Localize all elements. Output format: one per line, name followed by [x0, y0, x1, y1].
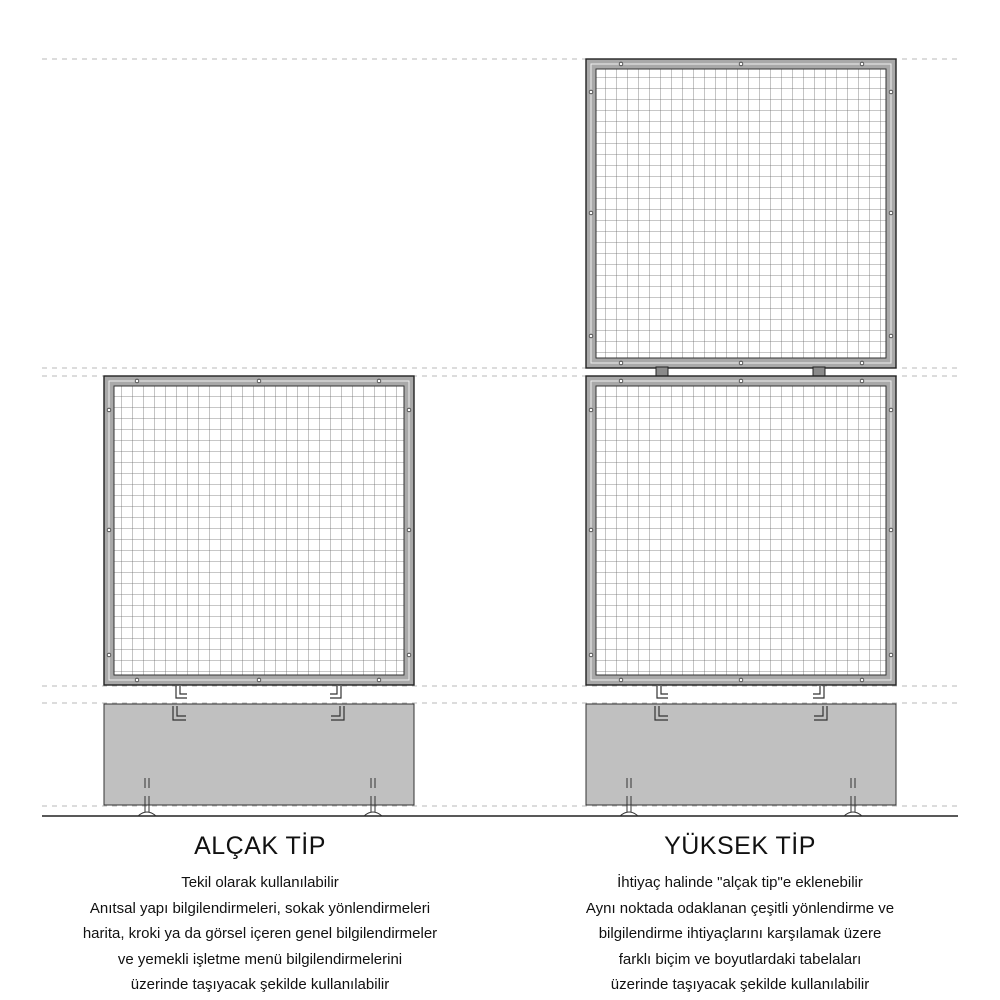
low-type-description: [60, 870, 460, 998]
high-type-description-line: Aynı noktada odaklanan çeşitli yönlendirme ve: [585, 899, 895, 917]
low-type-description-line: ve yemekli işletme menü bilgilendirmelerini: [117, 950, 403, 968]
high-type-sign: [586, 59, 896, 816]
high-type-description-line: bilgilendirme ihtiyaçlarını karşılamak üzere: [598, 925, 882, 942]
low-type-sign: [104, 376, 414, 816]
low-type-panel-grid: [114, 386, 404, 675]
low-type-base: [104, 704, 414, 805]
low-type-description-line: Anıtsal yapı bilgilendirmeleri, sokak yönlendirmeleri: [89, 899, 431, 917]
low-type-description-line: harita, kroki ya da görsel içeren genel bilgilendirmeler: [82, 925, 438, 942]
low-type-title: ALÇAK TİP: [194, 832, 326, 860]
high-type-description-line: İhtiyaç halinde "alçak tip"e eklenebilir: [617, 874, 863, 891]
high-type-description-line: üzerinde taşıyacak şekilde kullanılabilir: [610, 976, 870, 993]
high-type-upper-panel-grid: [596, 69, 886, 358]
high-type-description-line: farklı biçim ve boyutlardaki tabelaları: [618, 950, 862, 968]
high-type-base: [586, 704, 896, 805]
low-type-description-line: üzerinde taşıyacak şekilde kullanılabilir: [130, 976, 390, 993]
low-type-description-line: Tekil olarak kullanılabilir: [181, 874, 339, 891]
high-type-description: [540, 870, 940, 998]
high-type-title: YÜKSEK TİP: [664, 832, 816, 860]
high-type-lower-panel-grid: [596, 386, 886, 675]
